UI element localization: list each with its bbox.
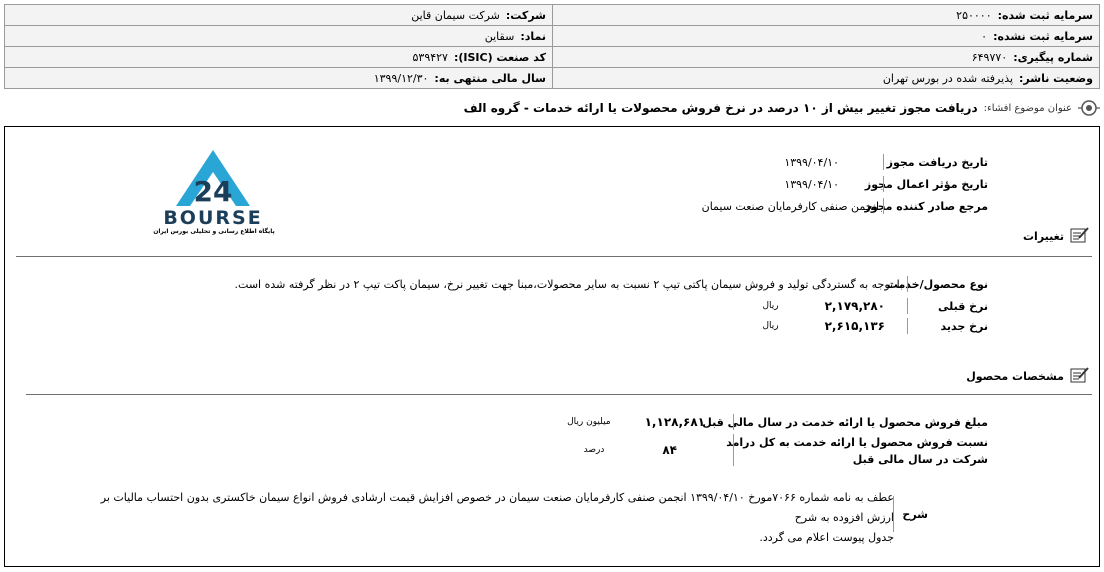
publisher-status-label: وضعیت ناشر: <box>1019 71 1093 85</box>
effective-date-label: تاریخ مؤثر اعمال مجوز <box>864 177 988 191</box>
fiscal-year-cell <box>5 68 553 89</box>
company-info-table <box>4 4 1100 89</box>
product-type-row <box>235 276 988 292</box>
target-icon <box>1078 97 1100 119</box>
bourse-logo <box>138 144 288 236</box>
registered-capital-label: سرمایه ثبت شده: <box>997 8 1093 22</box>
logo-number: 24 <box>193 175 233 208</box>
publisher-status-cell <box>553 68 1100 89</box>
company-value: شرکت سیمان قاین <box>411 8 500 22</box>
product-specs-section-title <box>966 366 1090 387</box>
product-type-label: نوع محصول/خدمت <box>886 277 988 291</box>
sales-ratio-value: ۸۴ <box>662 443 677 457</box>
fiscal-year-label: سال مالی منتهی به: <box>434 71 546 85</box>
description-line2: جدول پیوست اعلام می گردد. <box>759 531 894 544</box>
sales-ratio-label-line1: نسبت فروش محصول یا ارائه خدمت به کل درامد <box>726 436 988 449</box>
unregistered-capital-cell <box>553 26 1100 47</box>
edit-note-icon <box>1070 226 1090 247</box>
new-rate-unit: ریال <box>762 321 779 331</box>
sales-ratio-unit: درصد <box>583 445 605 455</box>
symbol-label: نماد: <box>520 29 546 43</box>
issuer-value: انجمن صنفی کارفرمایان صنعت سیمان <box>701 199 879 213</box>
company-cell <box>5 5 553 26</box>
description-line1: عطف به نامه شماره ۷۰۶۶مورخ ۱۳۹۹/۰۴/۱۰ انجمن صنفی کارفرمایان صنعت سیمان در خصوص افزایش قیمت ارشادی فروش انواع سیمان خاکستری بدون احتساب مالیات بر ارزش افزوده به شرح <box>100 491 894 524</box>
edit-note-icon <box>1070 366 1090 387</box>
new-rate-row <box>762 318 988 334</box>
effective-date-row <box>784 176 988 192</box>
disclosure-subject <box>4 97 1100 119</box>
previous-rate-value: ۲,۱۷۹,۲۸۰ <box>824 299 885 313</box>
registered-capital-cell <box>553 5 1100 26</box>
receive-date-row <box>784 154 988 170</box>
unregistered-capital-label: سرمایه ثبت نشده: <box>993 29 1093 43</box>
symbol-cell <box>5 26 553 47</box>
new-rate-label: نرخ جدید <box>940 319 988 333</box>
tracking-cell <box>553 47 1100 68</box>
product-specs-divider <box>26 394 1092 395</box>
logo-brand-text: BOURSE <box>163 207 263 226</box>
sales-ratio-row <box>584 434 988 468</box>
fiscal-year-value: ۱۳۹۹/۱۲/۳۰ <box>373 71 429 85</box>
description-text <box>94 488 894 548</box>
description-label-row <box>889 496 928 532</box>
changes-divider <box>16 256 1092 257</box>
previous-rate-row <box>762 298 988 314</box>
changes-section-title <box>1023 226 1090 247</box>
tracking-value: ۶۴۹۷۷۰ <box>971 50 1008 64</box>
changes-title: تغییرات <box>1023 230 1064 243</box>
isic-label: کد صنعت (ISIC): <box>453 50 546 64</box>
issuer-row <box>702 198 988 214</box>
isic-value: ۵۳۹۴۲۷ <box>412 50 448 64</box>
sales-amount-unit: میلیون ریال <box>567 417 611 427</box>
sales-amount-label: مبلغ فروش محصول یا ارائه خدمت در سال مالی قبل <box>702 415 988 429</box>
new-rate-value: ۲,۶۱۵,۱۳۶ <box>824 319 885 333</box>
receive-date-label: تاریخ دریافت مجوز <box>886 155 988 169</box>
registered-capital-value: ۲۵۰۰۰۰ <box>956 8 992 22</box>
unregistered-capital-value: ۰ <box>981 29 988 43</box>
symbol-value: سقاین <box>484 29 515 43</box>
product-type-value: با توجه به گستردگی تولید و فروش سیمان پاکتی تیپ ۲ نسبت به سایر محصولات،مبنا جهت تغییر نرخ، سیمان پاکت تیپ ۲ در نظر گرفته شده است. <box>234 277 903 291</box>
subject-label: عنوان موضوع افشاء: <box>983 102 1072 114</box>
logo-caption: پایگاه اطلاع رسانی و تحلیلی بورس ایران <box>153 228 275 235</box>
isic-cell <box>5 47 553 68</box>
tracking-label: شماره پیگیری: <box>1013 50 1093 64</box>
sales-amount-value: ۱,۱۲۸,۶۸۱ <box>644 415 705 429</box>
company-label: شرکت: <box>505 8 546 22</box>
effective-date-value: ۱۳۹۹/۰۴/۱۰ <box>784 177 839 191</box>
sales-amount-row <box>567 414 988 430</box>
sales-ratio-label-line2: شرکت در سال مالی قبل <box>852 453 988 466</box>
product-specs-title: مشخصات محصول <box>966 370 1064 383</box>
previous-rate-unit: ریال <box>762 301 779 311</box>
description-label: شرح <box>902 507 928 521</box>
subject-title: دریافت مجوز تغییر بیش از ۱۰ درصد در نرخ فروش محصولات یا ارائه خدمات - گروه الف <box>463 101 978 115</box>
previous-rate-label: نرخ قبلی <box>937 299 988 313</box>
issuer-label: مرجع صادر کننده مجوز <box>864 199 988 213</box>
receive-date-value: ۱۳۹۹/۰۴/۱۰ <box>784 155 839 169</box>
publisher-status-value: پذیرفته شده در بورس تهران <box>882 71 1014 85</box>
